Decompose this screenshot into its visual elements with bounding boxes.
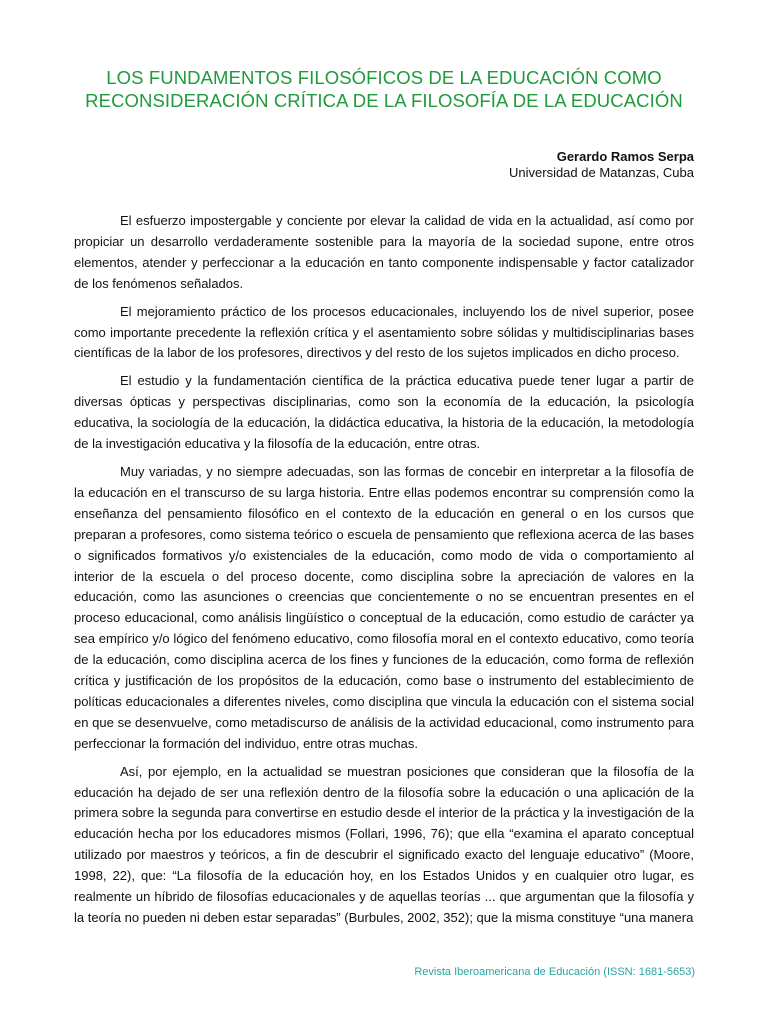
article-title	[60, 66, 708, 112]
body-paragraph-5: Así, por ejemplo, en la actualidad se muestran posiciones que consideran que la filosofía de la educación ha dejado de ser una reflexión dentro de la filosofía sobre la educación o una aplicación de la primera sobre la segunda para convertirse en estudio desde el interior de la práctica y la investigación de la educación hecha por los educadores mismos (Follari, 1996, 76); que ella “examina el aparato conceptual utilizado por maestros y teóricos, a fin de descubrir el significado exacto del lenguaje educativo” (Moore, 1998, 22), que: “La filosofía de la educación hoy, en los Estados Unidos y en cualquier otro lugar, es realmente un híbrido de filosofías educacionales y de aquellas teorías ... que argumentan que la filosofía y la teoría no pueden ni deben estar separadas” (Burbules, 2002, 352); que la misma constituye “una manera	[74, 763, 694, 925]
article-title-line-1: LOS FUNDAMENTOS FILOSÓFICOS DE LA EDUCACIÓN COMO	[106, 67, 662, 88]
body-paragraph-4: Muy variadas, y no siempre adecuadas, son las formas de concebir en interpretar a la filosofía de la educación en el transcurso de su larga historia. Entre ellas podemos encontrar su comprensión como la enseñanza del pensamiento filosófico en el contexto de la educación en general o en los cursos que preparan a profesores, como sistema teórico o escuela de pensamiento que reflexiona acerca de las bases o significados formativos y/o existenciales de la educación, como modo de vida o comportamiento al interior de la escuela o del proceso docente, como disciplina sobre la apreciación de valores en la educación, como las asunciones o creencias que concientemente o no se encuentran presentes en el proceso educacional, como análisis lingüístico o conceptual de la educación, como estudio de carácter ya sea empírico y/o lógico del fenómeno educativo, como filosofía moral en el contexto educativo, como teoría de la educación, como disciplina acerca de los fines y funciones de la educación, como forma de reflexión crítica y justificación de los propósitos de la educación, como base o instrumento del establecimiento de políticas educacionales a diferentes niveles, como disciplina que vincula la educación con el sistema social en que se desenvuelve, como metadiscurso de análisis de la actividad educacional, como instrumento para perfeccionar la formación del individuo, entre otras muchas.	[74, 463, 694, 751]
author-name: Gerardo Ramos Serpa	[556, 149, 694, 164]
author-block	[509, 149, 694, 181]
body-paragraph-3: El estudio y la fundamentación científica de la práctica educativa puede tener lugar a partir de diversas ópticas y perspectivas disciplinarias, como son la economía de la educación, la psicología educativa, la sociología de la educación, la didáctica educativa, la historia de la educación, la metodología de la investigación educativa y la filosofía de la educación, entre otras.	[74, 373, 694, 452]
article-title-line-2: RECONSIDERACIÓN CRÍTICA DE LA FILOSOFÍA DE LA EDUCACIÓN	[85, 90, 683, 111]
journal-footer: Revista Iberoamericana de Educación (ISSN: 1681-5653)	[414, 966, 695, 978]
body-paragraph-2: El mejoramiento práctico de los procesos educacionales, incluyendo los de nivel superior, posee como importante precedente la reflexión crítica y el asentamiento sobre sólidas y multidisciplinarias bases científicas de la labor de los profesores, directivos y del resto de los sujetos implicados en dicho proceso.	[74, 303, 694, 361]
author-affiliation: Universidad de Matanzas, Cuba	[509, 165, 694, 180]
article-body	[74, 211, 694, 936]
body-paragraph-1: El esfuerzo impostergable y conciente por elevar la calidad de vida en la actualidad, así como por propiciar un desarrollo verdaderamente sostenible para la mayoría de la sociedad supone, entre otros elementos, atender y perfeccionar a la educación en tanto componente indispensable y factor catalizador de los fenómenos señalados.	[74, 213, 694, 291]
